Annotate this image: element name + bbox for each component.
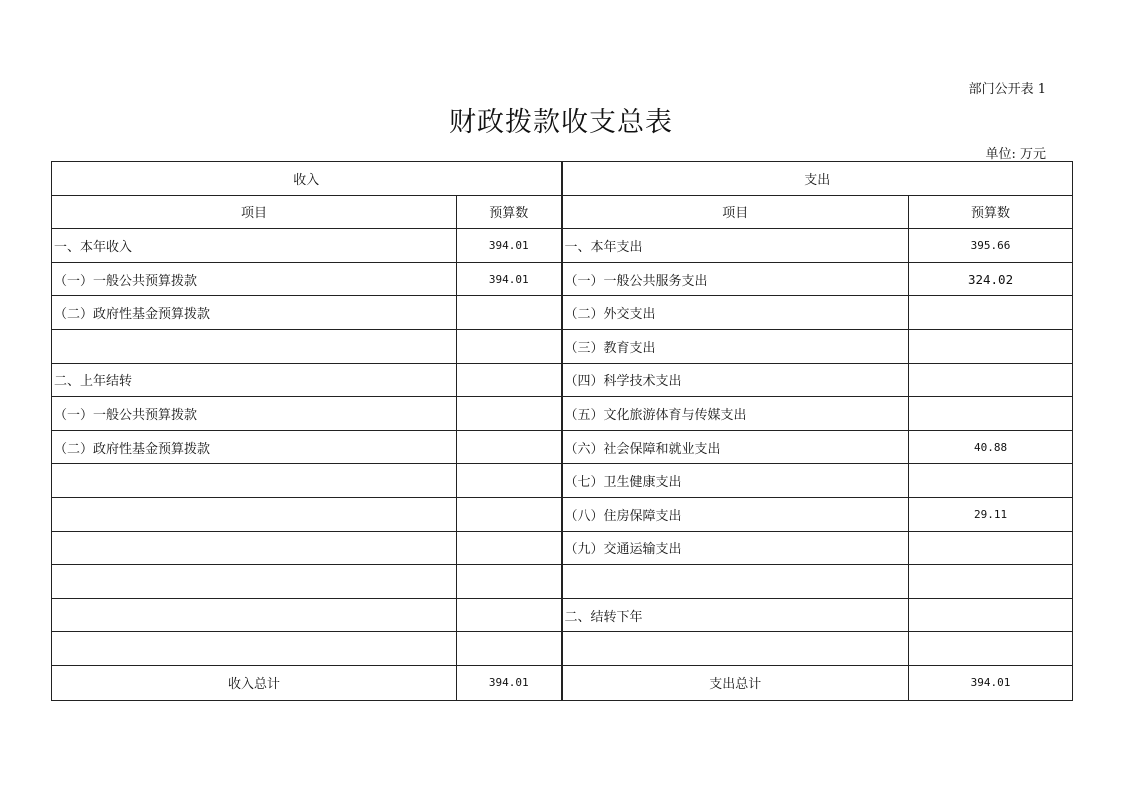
income-item-cell	[52, 565, 457, 599]
income-item-column-header: 项目	[52, 195, 457, 229]
expense-item-column-header: 项目	[562, 195, 909, 229]
table-row	[52, 497, 1073, 531]
expense-value-cell	[909, 397, 1073, 431]
table-row	[52, 296, 1073, 330]
expense-value-cell: 324.02	[909, 262, 1073, 296]
expense-item-cell	[562, 632, 909, 666]
table-row	[52, 430, 1073, 464]
expense-item-cell: （二）外交支出	[562, 296, 909, 330]
income-value-cell	[457, 598, 562, 632]
table-row	[52, 329, 1073, 363]
expense-item-cell: （七）卫生健康支出	[562, 464, 909, 498]
expense-item-cell: （三）教育支出	[562, 329, 909, 363]
expense-value-cell	[909, 598, 1073, 632]
expense-value-cell: 395.66	[909, 229, 1073, 263]
income-value-cell	[457, 296, 562, 330]
expense-value-cell	[909, 632, 1073, 666]
income-item-cell	[52, 598, 457, 632]
income-value-cell	[457, 363, 562, 397]
income-item-cell: （二）政府性基金预算拨款	[52, 430, 457, 464]
income-value-cell	[457, 497, 562, 531]
page-title: 财政拨款收支总表	[449, 107, 673, 138]
expense-budget-column-header: 预算数	[909, 195, 1073, 229]
income-value-cell	[457, 464, 562, 498]
expense-value-cell	[909, 296, 1073, 330]
income-item-cell	[52, 632, 457, 666]
column-header-row	[52, 195, 1073, 229]
income-item-cell: 二、上年结转	[52, 363, 457, 397]
income-value-cell	[457, 397, 562, 431]
income-header: 收入	[52, 162, 562, 196]
income-item-cell	[52, 497, 457, 531]
income-item-cell	[52, 464, 457, 498]
table-row	[52, 262, 1073, 296]
expense-item-cell	[562, 565, 909, 599]
income-total-label: 收入总计	[52, 665, 457, 700]
income-value-cell	[457, 531, 562, 565]
expense-item-cell: （五）文化旅游体育与传媒支出	[562, 397, 909, 431]
expense-header: 支出	[562, 162, 1073, 196]
expense-item-cell: （八）住房保障支出	[562, 497, 909, 531]
income-value-cell	[457, 632, 562, 666]
table-row	[52, 565, 1073, 599]
expense-item-cell: 二、结转下年	[562, 598, 909, 632]
income-value-cell	[457, 329, 562, 363]
table-row	[52, 531, 1073, 565]
income-value-cell: 394.01	[457, 229, 562, 263]
income-total-value: 394.01	[457, 665, 562, 700]
income-budget-column-header: 预算数	[457, 195, 562, 229]
expense-value-cell: 29.11	[909, 497, 1073, 531]
expense-item-cell: （六）社会保障和就业支出	[562, 430, 909, 464]
income-value-cell	[457, 430, 562, 464]
income-item-cell: 一、本年收入	[52, 229, 457, 263]
expense-item-cell: （九）交通运输支出	[562, 531, 909, 565]
income-value-cell: 394.01	[457, 262, 562, 296]
income-item-cell: （二）政府性基金预算拨款	[52, 296, 457, 330]
income-item-cell: （一）一般公共预算拨款	[52, 262, 457, 296]
table-row	[52, 598, 1073, 632]
table-row	[52, 632, 1073, 666]
income-item-cell: （一）一般公共预算拨款	[52, 397, 457, 431]
expense-item-cell: （四）科学技术支出	[562, 363, 909, 397]
expense-value-cell	[909, 329, 1073, 363]
expense-item-cell: 一、本年支出	[562, 229, 909, 263]
expense-value-cell	[909, 531, 1073, 565]
expense-value-cell	[909, 464, 1073, 498]
income-value-cell	[457, 565, 562, 599]
income-item-cell	[52, 329, 457, 363]
expense-value-cell: 40.88	[909, 430, 1073, 464]
table-row	[52, 363, 1073, 397]
expense-total-value: 394.01	[909, 665, 1073, 700]
section-header-row	[52, 162, 1073, 196]
expense-value-cell	[909, 363, 1073, 397]
expense-total-label: 支出总计	[562, 665, 909, 700]
table-row	[52, 229, 1073, 263]
table-row	[52, 464, 1073, 498]
table-row	[52, 397, 1073, 431]
budget-table	[51, 161, 1073, 701]
income-item-cell	[52, 531, 457, 565]
form-number: 部门公开表 1	[968, 82, 1046, 97]
expense-item-cell: （一）一般公共服务支出	[562, 262, 909, 296]
total-row	[52, 665, 1073, 700]
expense-value-cell	[909, 565, 1073, 599]
unit-label: 单位: 万元	[985, 147, 1046, 162]
